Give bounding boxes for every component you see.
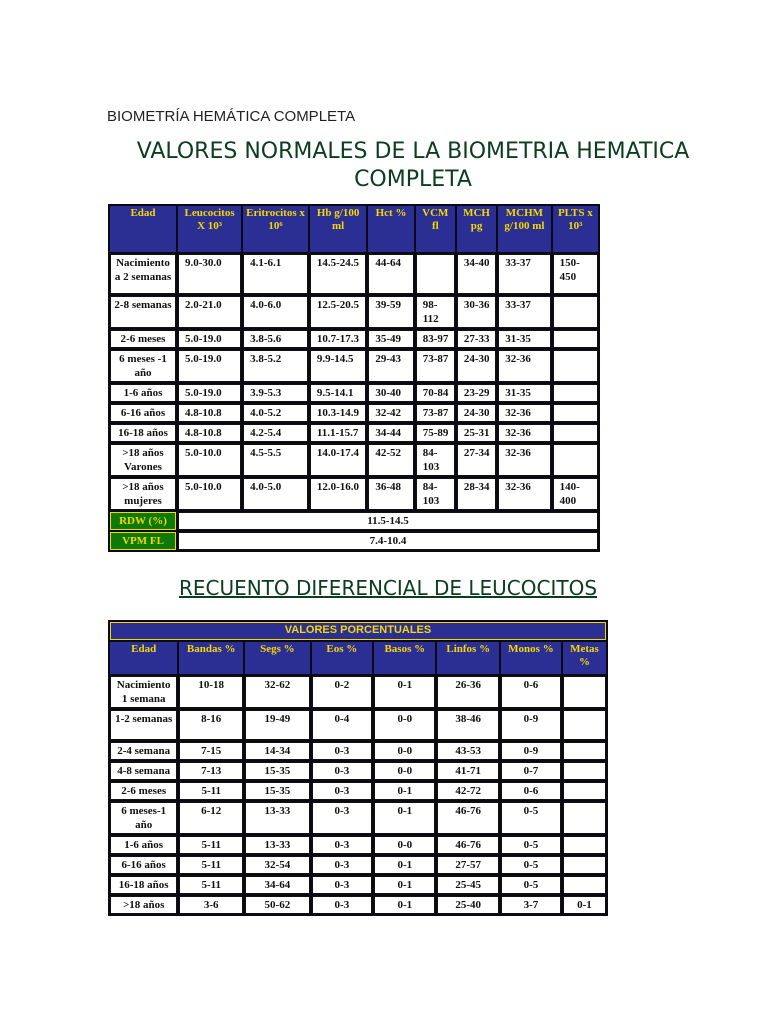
value-cell: 9.5-14.1 [310,384,366,402]
column-header: Leucocitos X 10³ [178,206,241,252]
value-cell: 5.0-19.0 [178,384,241,402]
value-cell: 0-6 [501,676,561,708]
value-cell: 32-36 [498,404,550,422]
table1-title: VALORES NORMALES DE LA BIOMETRIA HEMATICA COMPLETA [136,139,690,192]
table-row [110,836,606,854]
value-cell: 0-3 [312,876,373,894]
table-row [110,782,606,800]
value-cell: 0-3 [312,802,373,834]
value-cell: 46-76 [437,802,499,834]
value-cell: 84-103 [416,444,455,476]
value-cell: 14.0-17.4 [310,444,366,476]
value-cell: 0-5 [501,836,561,854]
value-cell: 0-3 [312,836,373,854]
value-cell: 9.9-14.5 [310,350,366,382]
value-cell: 7-13 [179,762,243,780]
value-cell: 41-71 [437,762,499,780]
value-cell: 5.0-10.0 [178,444,241,476]
value-cell: 23-29 [457,384,496,402]
column-header: Monos % [501,642,561,674]
value-cell: 0-6 [501,782,561,800]
value-cell: 0-9 [501,742,561,760]
value-cell: 83-97 [416,330,455,348]
value-cell: 0-5 [501,856,561,874]
value-cell: 35-49 [368,330,413,348]
value-cell: 0-9 [501,710,561,740]
value-cell: 0-2 [312,676,373,708]
table2-super-header-row [110,622,606,640]
leucocitos-table [108,620,608,916]
value-cell: 44-64 [368,254,413,294]
table-row [110,254,598,294]
value-cell [553,384,598,402]
row-label-cell: >18 años mujeres [110,478,176,510]
column-header: Linfos % [437,642,499,674]
column-header: VCM fl [416,206,455,252]
value-cell: 0-4 [312,710,373,740]
value-cell: 39-59 [368,296,413,328]
column-header: MCHM g/100 ml [498,206,550,252]
value-cell [563,856,606,874]
column-header: Segs % [245,642,309,674]
value-cell: 33-37 [498,296,550,328]
value-cell: 31-35 [498,384,550,402]
row-label-cell: 6-16 años [110,404,176,422]
row-label-cell: 6-16 años [110,856,177,874]
value-cell: 10.3-14.9 [310,404,366,422]
table-row [110,384,598,402]
extra-value-cell: 7.4-10.4 [178,532,598,550]
column-header: Edad [110,642,177,674]
table-row [110,710,606,740]
value-cell: 12.0-16.0 [310,478,366,510]
column-header: Bandas % [179,642,243,674]
value-cell [553,330,598,348]
row-label-cell: 16-18 años [110,876,177,894]
value-cell: 15-35 [245,782,309,800]
value-cell: 11.1-15.7 [310,424,366,442]
value-cell: 42-52 [368,444,413,476]
value-cell: 50-62 [245,896,309,914]
value-cell: 4.8-10.8 [178,404,241,422]
column-header: Eritrocitos x 10⁶ [243,206,308,252]
table-row [110,802,606,834]
extra-label-cell: VPM FL [110,532,176,550]
document-heading: BIOMETRÍA HEMÁTICA COMPLETA [107,108,356,125]
value-cell [563,782,606,800]
value-cell: 0-1 [374,782,435,800]
value-cell: 8-16 [179,710,243,740]
table-row [110,856,606,874]
value-cell: 38-46 [437,710,499,740]
table-row [110,742,606,760]
biometria-table [108,204,600,552]
extra-row [110,512,598,530]
row-label-cell: 1-6 años [110,836,177,854]
value-cell: 5-11 [179,782,243,800]
value-cell: 70-84 [416,384,455,402]
value-cell: 12.5-20.5 [310,296,366,328]
column-header: Hct % [368,206,413,252]
value-cell: 5.0-19.0 [178,330,241,348]
value-cell: 24-30 [457,404,496,422]
table-row [110,404,598,422]
value-cell: 13-33 [245,836,309,854]
table-row [110,444,598,476]
value-cell: 0-3 [312,742,373,760]
value-cell: 140-400 [553,478,598,510]
value-cell: 46-76 [437,836,499,854]
value-cell: 32-36 [498,444,550,476]
value-cell: 27-57 [437,856,499,874]
row-label-cell: >18 años [110,896,177,914]
table-row [110,350,598,382]
value-cell: 0-3 [312,856,373,874]
value-cell [563,802,606,834]
value-cell [563,836,606,854]
value-cell [553,296,598,328]
column-header: MCH pg [457,206,496,252]
row-label-cell: Nacimiento 1 semana [110,676,177,708]
row-label-cell: 6 meses -1 año [110,350,176,382]
table2-title: RECUENTO DIFERENCIAL DE LEUCOCITOS [178,576,598,600]
value-cell: 25-45 [437,876,499,894]
value-cell [553,424,598,442]
value-cell: 0-0 [374,762,435,780]
column-header: Eos % [312,642,373,674]
column-header: Basos % [374,642,435,674]
value-cell: 19-49 [245,710,309,740]
table2-header-row [110,642,606,674]
value-cell: 75-89 [416,424,455,442]
table-row [110,676,606,708]
value-cell: 3-6 [179,896,243,914]
value-cell: 34-44 [368,424,413,442]
value-cell [563,742,606,760]
value-cell: 0-1 [374,856,435,874]
value-cell: 32-36 [498,424,550,442]
value-cell: 0-5 [501,802,561,834]
value-cell: 4.1-6.1 [243,254,308,294]
value-cell [563,710,606,740]
row-label-cell: 2-6 meses [110,330,176,348]
value-cell [416,254,455,294]
value-cell: 0-1 [374,876,435,894]
value-cell: 0-7 [501,762,561,780]
row-label-cell: 1-2 semanas [110,710,177,740]
value-cell: 34-40 [457,254,496,294]
value-cell: 4.5-5.5 [243,444,308,476]
column-header: Hb g/100 ml [310,206,366,252]
value-cell: 0-3 [312,782,373,800]
value-cell: 32-62 [245,676,309,708]
value-cell: 10.7-17.3 [310,330,366,348]
value-cell: 4.0-5.0 [243,478,308,510]
value-cell: 13-33 [245,802,309,834]
value-cell: 25-40 [437,896,499,914]
value-cell: 4.2-5.4 [243,424,308,442]
value-cell: 36-48 [368,478,413,510]
value-cell: 0-1 [563,896,606,914]
value-cell: 6-12 [179,802,243,834]
value-cell: 4.0-6.0 [243,296,308,328]
value-cell: 9.0-30.0 [178,254,241,294]
value-cell: 27-34 [457,444,496,476]
value-cell: 5-11 [179,856,243,874]
column-header: Metas % [563,642,606,674]
value-cell: 0-1 [374,802,435,834]
value-cell: 34-64 [245,876,309,894]
value-cell [553,444,598,476]
row-label-cell: 2-8 semanas [110,296,176,328]
value-cell: 3.8-5.2 [243,350,308,382]
table-row [110,296,598,328]
value-cell [553,350,598,382]
value-cell: 0-5 [501,876,561,894]
value-cell: 4.8-10.8 [178,424,241,442]
table-row [110,896,606,914]
value-cell: 29-43 [368,350,413,382]
column-header: PLTS x 10³ [553,206,598,252]
value-cell: 0-0 [374,836,435,854]
value-cell: 30-36 [457,296,496,328]
table-row [110,424,598,442]
value-cell: 73-87 [416,404,455,422]
value-cell: 0-1 [374,676,435,708]
value-cell [563,876,606,894]
value-cell: 73-87 [416,350,455,382]
value-cell [563,762,606,780]
value-cell: 32-42 [368,404,413,422]
table1-header-row [110,206,598,252]
table-row [110,330,598,348]
value-cell [553,404,598,422]
value-cell: 0-0 [374,742,435,760]
value-cell: 0-3 [312,896,373,914]
value-cell: 14-34 [245,742,309,760]
value-cell: 5-11 [179,876,243,894]
value-cell: 3-7 [501,896,561,914]
table-row [110,876,606,894]
value-cell: 33-37 [498,254,550,294]
row-label-cell: 16-18 años [110,424,176,442]
value-cell: 4.0-5.2 [243,404,308,422]
value-cell: 0-3 [312,762,373,780]
value-cell: 25-31 [457,424,496,442]
super-header-cell: VALORES PORCENTUALES [110,622,606,640]
row-label-cell: 4-8 semana [110,762,177,780]
value-cell: 26-36 [437,676,499,708]
value-cell: 5-11 [179,836,243,854]
value-cell: 15-35 [245,762,309,780]
extra-label-cell: RDW (%) [110,512,176,530]
row-label-cell: 2-4 semana [110,742,177,760]
row-label-cell: Nacimiento a 2 semanas [110,254,176,294]
value-cell: 32-54 [245,856,309,874]
row-label-cell: 1-6 años [110,384,176,402]
value-cell: 5.0-19.0 [178,350,241,382]
value-cell: 150-450 [553,254,598,294]
row-label-cell: >18 años Varones [110,444,176,476]
value-cell: 31-35 [498,330,550,348]
value-cell: 5.0-10.0 [178,478,241,510]
value-cell: 27-33 [457,330,496,348]
value-cell: 24-30 [457,350,496,382]
value-cell: 14.5-24.5 [310,254,366,294]
extra-row [110,532,598,550]
value-cell: 10-18 [179,676,243,708]
value-cell: 32-36 [498,350,550,382]
value-cell: 2.0-21.0 [178,296,241,328]
table-row [110,762,606,780]
value-cell: 98-112 [416,296,455,328]
column-header: Edad [110,206,176,252]
value-cell: 32-36 [498,478,550,510]
extra-value-cell: 11.5-14.5 [178,512,598,530]
value-cell: 0-0 [374,710,435,740]
value-cell: 3.8-5.6 [243,330,308,348]
value-cell: 43-53 [437,742,499,760]
value-cell: 30-40 [368,384,413,402]
value-cell [563,676,606,708]
row-label-cell: 6 meses-1 año [110,802,177,834]
value-cell: 3.9-5.3 [243,384,308,402]
value-cell: 28-34 [457,478,496,510]
value-cell: 0-1 [374,896,435,914]
value-cell: 84-103 [416,478,455,510]
row-label-cell: 2-6 meses [110,782,177,800]
table-row [110,478,598,510]
value-cell: 7-15 [179,742,243,760]
value-cell: 42-72 [437,782,499,800]
